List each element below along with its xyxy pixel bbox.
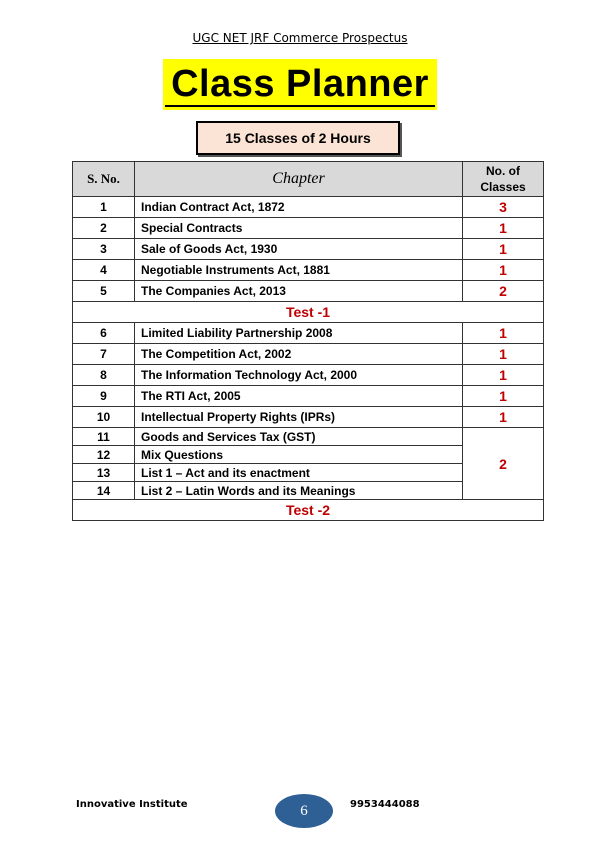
test-label: Test -2 (73, 500, 544, 521)
row-sno: 10 (73, 407, 135, 428)
row-chapter: Mix Questions (135, 446, 463, 464)
class-planner-table (72, 161, 544, 521)
table-header-row (73, 162, 544, 197)
test-row (73, 302, 544, 323)
row-classes: 1 (463, 218, 544, 239)
row-chapter: Intellectual Property Rights (IPRs) (135, 407, 463, 428)
row-chapter: List 2 – Latin Words and its Meanings (135, 482, 463, 500)
row-sno: 4 (73, 260, 135, 281)
row-classes-merged: 2 (463, 428, 544, 500)
column-header-chapter: Chapter (135, 162, 463, 197)
page-number-badge: 6 (275, 794, 333, 828)
row-chapter: The RTI Act, 2005 (135, 386, 463, 407)
row-classes: 1 (463, 365, 544, 386)
row-sno: 6 (73, 323, 135, 344)
row-chapter: Sale of Goods Act, 1930 (135, 239, 463, 260)
row-chapter: Indian Contract Act, 1872 (135, 197, 463, 218)
subtitle-box: 15 Classes of 2 Hours (196, 121, 400, 155)
table-row (73, 344, 544, 365)
table-row (73, 239, 544, 260)
row-sno: 7 (73, 344, 135, 365)
row-sno: 12 (73, 446, 135, 464)
row-classes: 1 (463, 260, 544, 281)
document-header-title: UGC NET JRF Commerce Prospectus (192, 31, 408, 45)
table-row (73, 386, 544, 407)
row-sno: 9 (73, 386, 135, 407)
row-sno: 14 (73, 482, 135, 500)
table-row (73, 197, 544, 218)
test-row (73, 500, 544, 521)
row-classes: 1 (463, 323, 544, 344)
row-chapter: The Information Technology Act, 2000 (135, 365, 463, 386)
page-title-text: Class Planner (171, 63, 429, 105)
title-underline (165, 105, 435, 107)
row-chapter: Limited Liability Partnership 2008 (135, 323, 463, 344)
row-chapter: The Competition Act, 2002 (135, 344, 463, 365)
row-sno: 8 (73, 365, 135, 386)
row-chapter: Negotiable Instruments Act, 1881 (135, 260, 463, 281)
page-title (163, 59, 437, 110)
table-row (73, 218, 544, 239)
row-sno: 5 (73, 281, 135, 302)
row-sno: 13 (73, 464, 135, 482)
table-row (73, 407, 544, 428)
column-header-classes: No. of Classes (463, 162, 544, 197)
row-classes: 1 (463, 407, 544, 428)
row-sno: 11 (73, 428, 135, 446)
row-classes: 1 (463, 344, 544, 365)
footer-institute: Innovative Institute (76, 799, 188, 810)
row-chapter: List 1 – Act and its enactment (135, 464, 463, 482)
row-classes: 1 (463, 239, 544, 260)
column-header-sno: S. No. (73, 162, 135, 197)
table-row (73, 281, 544, 302)
table-row (73, 365, 544, 386)
row-classes: 3 (463, 197, 544, 218)
row-classes: 1 (463, 386, 544, 407)
row-chapter: Goods and Services Tax (GST) (135, 428, 463, 446)
row-sno: 3 (73, 239, 135, 260)
row-sno: 2 (73, 218, 135, 239)
row-chapter: The Companies Act, 2013 (135, 281, 463, 302)
table-row (73, 428, 544, 446)
row-classes: 2 (463, 281, 544, 302)
test-label: Test -1 (73, 302, 544, 323)
table-row (73, 260, 544, 281)
row-chapter: Special Contracts (135, 218, 463, 239)
footer-phone: 9953444088 (350, 799, 420, 810)
row-sno: 1 (73, 197, 135, 218)
table-row (73, 323, 544, 344)
